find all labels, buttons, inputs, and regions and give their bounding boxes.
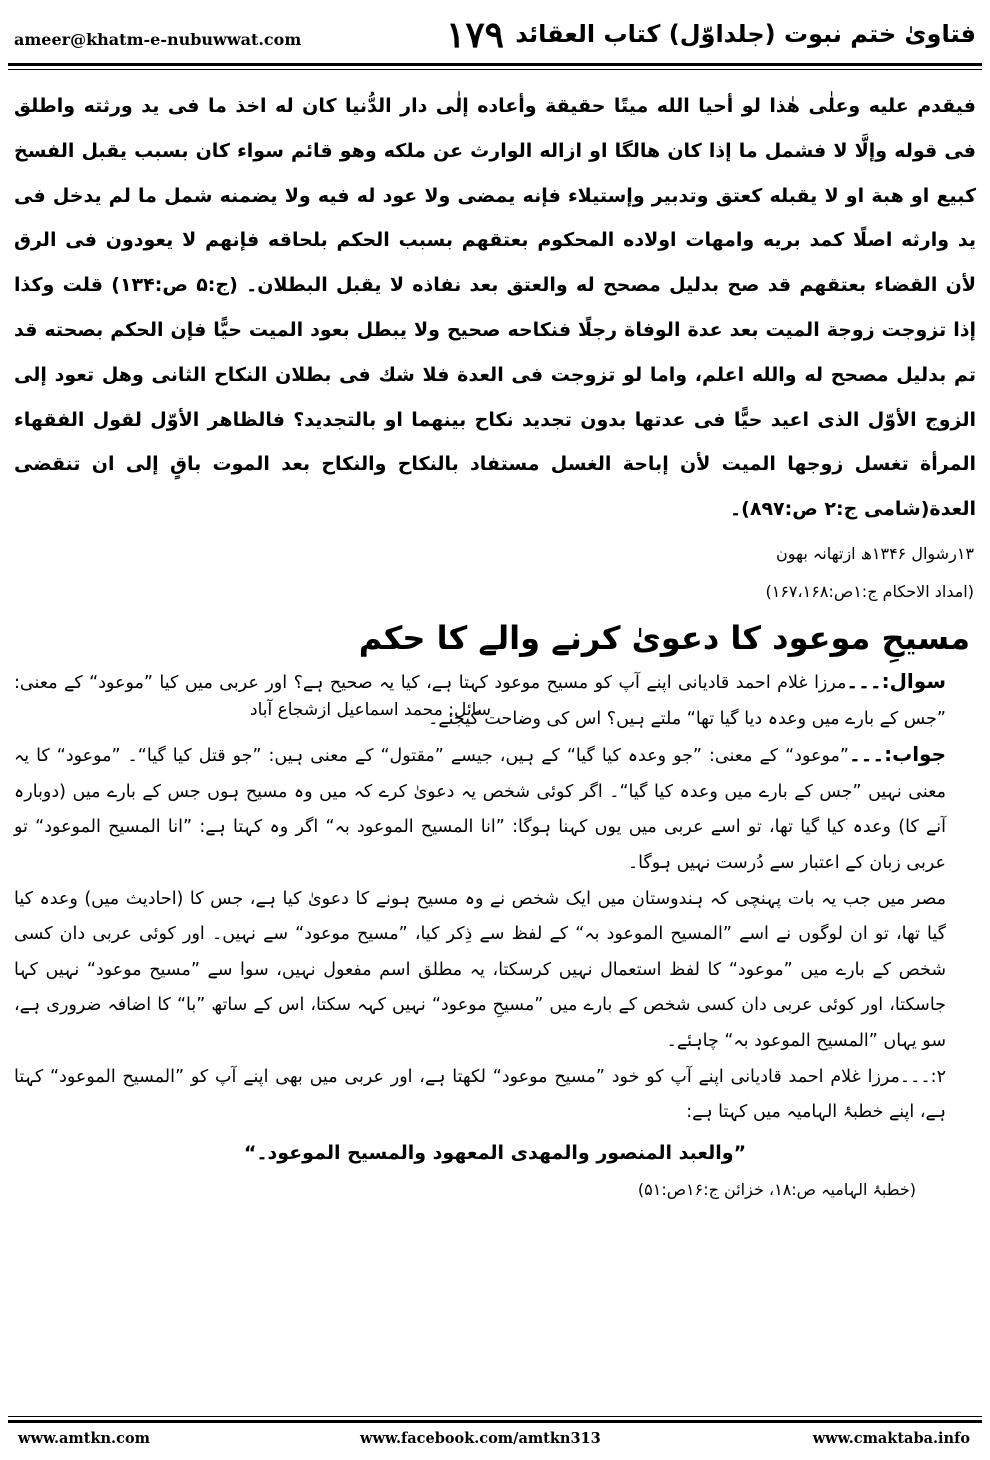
answer-label: جواب:۔۔۔: [848, 742, 946, 767]
answer-body: ”موعود“ کے معنی: ”جو وعدہ کیا گیا“ کے ہیں، جیسے ”مقتول“ کے معنی ہیں: ”جو قتل کیا گیا“۔ ”موعود“ کا یہ معنی نہیں ”جس کے بارے میں وعدہ کیا گیا“۔ اگر کوئی شخص یہ دعویٰ کرے کہ میں وہ مسیح ہوں جس کے بارے میں (دوبارہ آنے کا) وعدہ کیا گیا تھا، تو اسے عربی میں یوں کہنا ہوگا: ”انا المسیح الموعود بہ“ اگر وہ کہتا ہے: ”انا المسیح الموعود“ تو عربی زبان کے اعتبار سے دُرست نہیں ہوگا۔: [14, 746, 946, 873]
quoted-arabic: ”والعبد المنصور والمهدى المعهود والمسيح الموعود۔“: [243, 1141, 747, 1164]
book-title: فتاویٰ ختم نبوت (جلداوّل) کتاب العقائد: [515, 20, 976, 48]
page-header: [0, 0, 990, 66]
header-rule-thin: [8, 69, 982, 70]
question-text: [14, 664, 976, 737]
source-reference: (امداد الاحکام ج:۱ص:۱۶۷،۱۶۸): [765, 581, 974, 601]
page-footer: [0, 1426, 990, 1456]
quote-reference: (خطبۂ الہامیہ ص:۱۸، خزائن ج:۱۶ص:۵۱): [637, 1179, 916, 1199]
answer-paragraph-2: مصر میں جب یہ بات پہنچی کہ ہندوستان میں ایک شخص نے وہ مسیح ہونے کا دعویٰ کیا ہے، جس کا (احادیث میں) وعدہ کیا گیا تھا، تو ان لوگوں نے اسے ”المسیح الموعود بہ“ کے لفظ سے ذِکر کیا، ”مسیح موعود“ سے نہیں۔ اور کوئی عربی دان کسی شخص کے بارے میں ”موعود“ کا لفظ استعمال نہیں کرسکتا، یہ مطلق اسم مفعول نہیں، سوا سے ”مسیح موعود“ نہیں کہا جاسکتا، اور کوئی عربی دان کسی شخص کے بارے میں ”مسیحِ موعود“ نہیں کہہ سکتا، اس کے ساتھ ”با“ کا اضافہ ضروری ہے، سو یہاں ”المسیح الموعود بہ“ چاہئے۔: [14, 888, 946, 1051]
footer-rule-thin: [8, 1416, 982, 1417]
asker-name: سائل: محمد اسماعیل ازشجاع آباد: [250, 699, 492, 720]
header-email: ameer@khatm-e-nubuwwat.com: [14, 30, 302, 49]
question-body: مرزا غلام احمد قادیانی اپنے آپ کو مسیح موعود کہتا ہے، کیا یہ صحیح ہے؟ اور عربی میں کیا ”موعود“ کے معنی: ”جس کے بارے میں وعدہ دیا گیا تھا“ ملتے ہیں؟ اس کی وضاحت کیجئے۔: [14, 672, 946, 729]
footer-rule-thick: [8, 1420, 982, 1423]
arabic-passage: فيقدم عليه وعلٰى هٰذا لو أحيا الله ميتًا حقيقة وأعاده إلٰى دار الدُّنيا كان له اخذ ما فى يد ورثته واطلق فى قوله وإلَّا لا فشمل ما إذا كان هالگا او ازاله الوارث عن ملكه وهو قائم سواء كان بسبب يقبل الفسخ كبيع او هبة او لا يقبله كعتق وتدبير وإستيلاء فإنه يمضى ولا عود له فيه ولا يضمنه شمل ما لم يدخل فى يد وارثه اصلًا كمد بريه وامهات اولاده المحكوم بعتقهم بسبب الحكم بلحاقه فإنهم لا يعودون فى الرق لأن القضاء بعتقهم قد صح بدليل مصحح له والعتق بعد نفاذه لا يقبل البطلان۔ (ج:۵ ص:۱۳۴) قلت وكذا إذا تزوجت زوجة الميت بعد عدة الوفاة رجلًا فنكاحه صحيح ولا يبطل بعود الميت حيًّا فإن الحكم بصحته قد تم بدليل مصحح له والله اعلم، واما لو تزوجت فى العدة فلا شك فى بطلان النكاح الثانى وهل تعود إلى الزوج الأوّل الذى اعيد حيًّا فى عدتها بدون تجديد نكاح بينهما او بالتجديد؟ فالظاهر الأوّل لقول الفقهاء المرأة تغسل زوجها الميت لأن إباحة الغسل مستفاد بالنكاح والنكاح بعد الموت باقٍ إلى ان تنقضى العدة(شامى ج:۲ ص:۸۹۷)۔: [14, 95, 976, 521]
answer-text: [14, 737, 976, 881]
date-line: ۱۳رشوال ۱۳۴۶ھ ازتھانہ بھون: [775, 543, 974, 563]
header-rule-thick: [8, 63, 982, 66]
page-content: [14, 84, 976, 1205]
question-label: سوال:۔۔۔: [846, 668, 946, 693]
footer-link-facebook[interactable]: www.facebook.com/amtkn313: [360, 1430, 601, 1447]
footer-link-amtkn[interactable]: www.amtkn.com: [18, 1430, 150, 1447]
footer-link-cmaktaba[interactable]: www.cmaktaba.info: [812, 1430, 970, 1447]
question-block: [14, 664, 976, 737]
answer-paragraph-3: ۲:۔۔۔مرزا غلام احمد قادیانی اپنے آپ کو خود ”مسیح موعود“ لکھتا ہے، اور عربی میں بھی اپنے آپ کو ”المسیح الموعود“ کہتا ہے، اپنے خطبۂ الہامیہ میں کہتا ہے:: [14, 1066, 946, 1123]
page-number: ۱۷۹: [445, 14, 504, 56]
section-heading: مسیحِ موعود کا دعویٰ کرنے والے کا حکم: [358, 618, 970, 657]
